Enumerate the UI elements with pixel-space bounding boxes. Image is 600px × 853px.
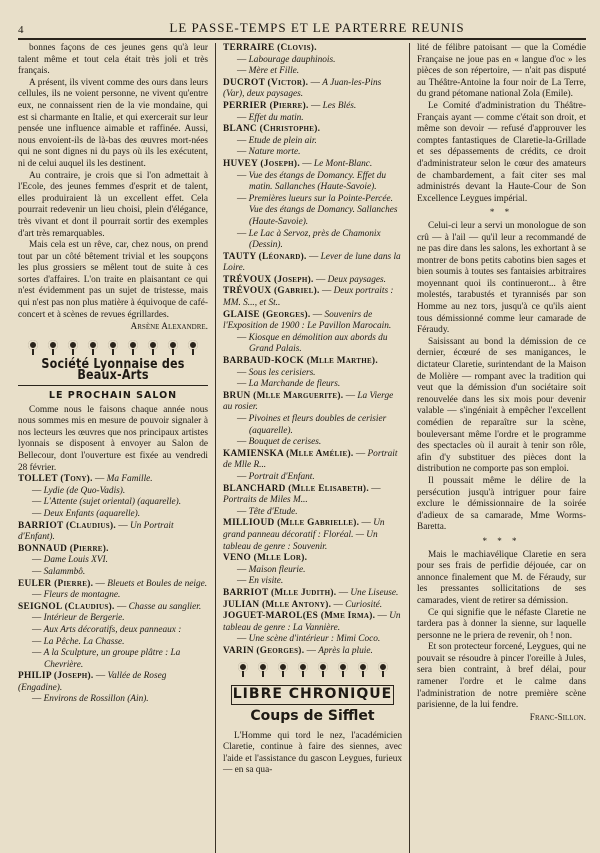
artist-entry (223, 78, 402, 101)
flower-ornament-icon (375, 661, 391, 677)
works-list (237, 113, 402, 125)
flower-ornament-icon (255, 661, 271, 677)
work-title: Portrait de Mlle R... (223, 448, 398, 471)
work-title: Souvenirs de l'Exposition de 1900 : Le Pavillon Marocain. (223, 309, 392, 332)
paragraph: lité de félibre patoisant — que la Comédie Française ne joue pas en « langue d'oc » les pièces de son répertoire, — n'ait pas disputé au Théâtre-Antoine la four noir de La Terre, du grand pétomane national Zola (Emile). (417, 43, 586, 100)
artist-list (18, 474, 208, 706)
work-title: — A la Sculpture, un groupe plâtre : La Chevrière. (32, 648, 208, 671)
artist-entry (18, 602, 208, 672)
artist-entry (18, 671, 208, 706)
artist-list (223, 43, 402, 657)
artist-name: PHILIP (Joseph). (18, 671, 94, 682)
work-title: Chasse au sanglier. (128, 601, 202, 612)
society-title: Société Lyonnaise des Beaux-Arts (41, 356, 185, 384)
dash-separator: — (331, 599, 346, 610)
dash-separator: — (368, 483, 381, 494)
flower-ornament-icon (275, 661, 291, 677)
flower-ornament-icon (235, 661, 251, 677)
dash-separator: — (343, 390, 358, 401)
artist-entry (18, 521, 208, 544)
flower-ornament-icon (85, 339, 101, 355)
work-title: — Etude de plein air. (237, 136, 402, 148)
artist-entry (223, 391, 402, 449)
dash-separator: — (308, 100, 323, 111)
work-title: — Fleurs de montagne. (32, 590, 208, 602)
flower-ornament-icon (125, 339, 141, 355)
artist-name: VARIN (Georges). (223, 645, 305, 656)
work-title: Vallée de Roseg (Engadine). (18, 671, 167, 693)
artist-name: BARRIOT (Mlle Judith). (223, 587, 337, 598)
work-title: A Juan-les-Pins (Var), deux paysages. (223, 77, 382, 100)
artist-name: BARRIOT (Claudius). (18, 520, 116, 531)
works-list (237, 414, 402, 449)
paragraph: Celui-ci leur a servi un monologue de son crû — à l'ail — qu'il leur a recommandé de ne pas dire dans les salons, les exhortant à se montrer de bons petits cabotins bien sages et bien soumis à toutes ses fantaisies arbitraires moyennant quoi ils continueront... à être molestés, tarabustés et tyrannisés par son Homme au nez tors, jusqu'à ce qu'ils aient tous démissionné comme leur camarade de Féraudy. (417, 220, 586, 336)
work-title: Portraits de Miles M... (223, 495, 308, 506)
works-list (237, 171, 402, 252)
page-header (18, 14, 586, 40)
work-title: — Mère et Fille. (237, 66, 402, 78)
artist-entry (223, 275, 402, 287)
works-list (237, 368, 402, 391)
artist-entry (223, 588, 402, 600)
work-title: — Nature morte. (237, 147, 402, 159)
dash-separator: — (116, 520, 130, 531)
artist-name: VENO (Mlle Lor). (223, 553, 308, 564)
artist-entry (223, 252, 402, 275)
artist-name: JULIAN (Mlle Antony). (223, 599, 332, 610)
work-title: — Vue des étangs de Domancy. Effet du matin. Sallanches (Haute-Savoie). (237, 171, 402, 194)
artist-entry (223, 600, 402, 612)
works-list (32, 613, 208, 671)
artist-name: TAUTY (Léonard). (223, 251, 307, 262)
article-text: L'Homme qui tord le nez, l'académicien Claretie, continue à faire des siennes, avec l'aide et l'assistance du gascon Leygues, furieux — en sa qua- (223, 730, 402, 776)
work-title: — Portrait d'Enfant. (237, 472, 402, 484)
article-title: Coups de Sifflet (250, 708, 375, 725)
author-signature: Arsène Alexandre. (130, 322, 208, 333)
works-list (32, 590, 208, 602)
dash-separator: — (310, 309, 325, 320)
work-title: Bleuets et Boules de neige. (107, 578, 208, 589)
middle-column (215, 43, 409, 853)
left-column (18, 43, 215, 853)
work-title: — Environs de Rossillon (Ain). (32, 694, 208, 706)
artist-name: BONNAUD (Pierre). (18, 543, 109, 554)
work-title: — Deux Enfants (aquarelle). (32, 509, 208, 521)
flower-ornament-icon (335, 661, 351, 677)
separator-stars: * * * (482, 535, 521, 546)
artist-entry (223, 310, 402, 356)
work-title: — La Marchande de fleurs. (237, 379, 402, 391)
work-title: — L'Attente (sujet oriental) (aquarelle). (32, 497, 208, 509)
flower-ornament-icon (165, 339, 181, 355)
work-title: — Sous les cerisiers. (237, 368, 402, 380)
paragraph: Le Comité d'administration du Théâtre-Français ayant — comme c'était son droit, et même son devoir — refusé d'approuver les comptes fantastiques de Claretie-la-Grillade et ses dépassements de crédits, ce droit d'administrateur selon le cœur des amateurs de chambardement, a fait citer ses mal administrés devant la Haute-Cour de Son Excellence Leygues impérial. (417, 100, 586, 204)
paragraph: Saisissant au bond la démission de ce dernier, écœuré de ses manigances, le dictateur Claretie, surintendant de la Maison de Molière — rompant avec la tradition qui veut que la démission d'un sociétaire soit renouvelée dans les six mois pour devenir valable — s'ingéniait à empêcher l'excellent comédien de reparaître sur la scène, bouleversant même l'ordre et le programme des spectacles où il aurait à tenir son rôle, afin d'y substituer des pièces dont la distribution ne comporte pas son emploi. (417, 336, 586, 475)
paragraph: bonnes façons de ces jeunes gens qu'à leur talent même et tout cela était très joli et très français. (18, 43, 208, 77)
work-title: — Intérieur de Bergerie. (32, 613, 208, 625)
work-title: — Aux Arts décoratifs, deux panneaux : (32, 625, 208, 637)
work-title: La Vierge au rosier. (223, 390, 394, 413)
works-list (237, 136, 402, 159)
artist-entry (223, 286, 402, 309)
work-title: — Premières lueurs sur la Pointe-Percée. Vue des étangs de Domancy. Sallanches (Haute-Savoie). (237, 194, 402, 229)
artist-entry (18, 579, 208, 602)
flower-ornament-icon (105, 339, 121, 355)
paragraph: Au contraire, je crois que si l'on admettait à l'Ecole, des jeunes femmes d'esprit et de talent, elles produiraient là un excellent effet. Cela pourrait redevenir un lieu choisi, plein d'élégance, très vivant et dont il pourrait sortir des exemples d'art très remarquables. (18, 170, 208, 239)
paragraph: Et son protecteur forcené, Leygues, qui ne pouvait se résoudre à pincer l'oreille à Jules, sera bien contraint, à bref délai, pour ramener l'ordre et le calme dans l'administration de notre première scène parisienne, de la lui fendre. (417, 642, 586, 711)
flower-ornament-icon (65, 339, 81, 355)
dash-separator: — (93, 578, 108, 589)
dash-separator: — (375, 611, 390, 622)
artist-entry (18, 544, 208, 579)
artist-name: TOLLET (Tony). (18, 474, 93, 485)
work-title: Deux paysages. (327, 274, 386, 285)
work-title: — Une scène d'intérieur : Mimi Coco. (237, 634, 402, 646)
dash-separator: — (308, 77, 323, 88)
section-heading: LE PROCHAIN SALON (48, 390, 178, 402)
work-title: Ma Famille. (106, 474, 153, 485)
artist-name: BARBAUD-KOCK (Mlle Marthe). (223, 356, 378, 367)
paragraph: Mais cela est un rêve, car, chez nous, on prend tout par un côté bêtement trivial et les soupçons les plus grossiers se mêlent tout de suite à ces sortes d'affaires. L'on traite en plaisantant ce qui n'est évidemment pas un sujet de tristesse, mais qui n'est pas non plus matière à équivoque de café-concert et à scènes de revues égrillardes. (18, 240, 208, 320)
works-list (237, 55, 402, 78)
artist-name: MILLIOUD (Mlle Gabrielle). (223, 518, 360, 529)
dash-separator: — (306, 251, 321, 262)
works-list (32, 555, 208, 578)
artist-entry (223, 518, 402, 553)
work-title: — Lydie (de Quo-Vadis). (32, 486, 208, 498)
work-title: — La Pêche. La Chasse. (32, 637, 208, 649)
artist-name: TERRAIRE (Clovis). (223, 43, 317, 53)
paragraph: Ce qui signifie que le néfaste Claretie ne tardera pas à donner la sienne, sur laquelle personne ne le priera de revenir, oh ! non. (417, 607, 586, 641)
work-title: — Tête d'Etude. (237, 507, 402, 519)
artist-entry (223, 101, 402, 124)
paragraph: A présent, ils vivent comme des ours dans leurs cellules, ils ne voient personne, ne vivent qu'entre eux, ne connaissent rien de la vie mondaine, qui est si charmante en Italie, et qui exercerait sur leur pensée une influence aimable et raffinée. Aussi, nous envoient-ils de là-bas des œuvres mort-nées qui ne sont dignes ni du pays où ils les exécutent, ni de celui auquel ils les destinent. (18, 77, 208, 169)
artist-name: PERRIER (Pierre). (223, 100, 309, 111)
artist-entry (223, 646, 402, 658)
artist-entry (223, 159, 402, 252)
work-title: Un tableau de genre : La Vannière. (223, 611, 401, 633)
artist-name: GLAISE (Georges). (223, 309, 311, 320)
page-number: 4 (18, 24, 24, 36)
work-title: Les Blés. (322, 100, 357, 111)
work-title: Curiosité. (345, 599, 383, 610)
artist-name: BRUN (Mlle Marguerite). (223, 390, 344, 401)
work-title: — Maison fleurie. (237, 565, 402, 577)
artist-entry (223, 553, 402, 588)
artist-name: JOGUET-MAROL(ES (Mme Irma). (223, 611, 376, 622)
work-title: — Effet du matin. (237, 113, 402, 125)
divider (18, 385, 208, 386)
artist-entry (223, 611, 402, 646)
artist-name: HUVEY (Joseph). (223, 158, 300, 169)
artist-name: BLANC (Christophe). (223, 124, 321, 135)
work-title: — Salammbô. (32, 567, 208, 579)
artist-name: TRÉVOUX (Gabriel). (223, 286, 320, 297)
dash-separator: — (336, 587, 351, 598)
work-title: Le Mont-Blanc. (313, 158, 373, 169)
work-title: Une Liseuse. (350, 587, 399, 598)
work-title: — En visite. (237, 576, 402, 588)
dash-separator: — (319, 286, 334, 297)
artist-name: KAMIENSKA (Mlle Amélie). (223, 448, 354, 459)
artist-entry (18, 474, 208, 520)
flower-ornament-icon (315, 661, 331, 677)
dash-separator: — (92, 474, 107, 485)
work-title: — Le Lac à Servoz, près de Chamonix (Dessin). (237, 229, 402, 252)
paragraph: Il poussait même le délire de la persécution jusqu'à intriguer pour faire exclure le démissionnaire de la soirée d'adieux de sa camarade, Mme Worms-Baretta. (417, 475, 586, 533)
work-title: — Dame Louis XVI. (32, 555, 208, 567)
author-signature: Franc-Sillon. (529, 712, 586, 723)
artist-entry (223, 43, 402, 78)
artist-entry (223, 356, 402, 391)
flower-ornament-icon (45, 339, 61, 355)
flower-ornament-icon (295, 661, 311, 677)
flower-ornament-icon (145, 339, 161, 355)
work-title: Lever de lune dans la Loire. (223, 251, 401, 274)
artist-name: BLANCHARD (Mlle Elisabeth). (223, 483, 369, 494)
separator-stars: * * (489, 207, 514, 218)
dash-separator: — (93, 671, 108, 682)
work-title: — Pivoines et fleurs doubles de cerisier (aquarelle). (237, 414, 402, 437)
running-title: LE PASSE-TEMPS ET LE PARTERRE REUNIS (169, 20, 465, 35)
works-list (32, 486, 208, 521)
works-list (237, 333, 402, 356)
artist-entry (223, 449, 402, 484)
flower-ornament-icon (25, 339, 41, 355)
artist-entry (223, 124, 402, 159)
dash-separator: — (313, 274, 328, 285)
ornament-band (18, 337, 208, 357)
dash-separator: — (304, 645, 319, 656)
artist-name: DUCROT (Victor). (223, 77, 309, 88)
artist-entry (223, 484, 402, 519)
dash-separator: — (353, 448, 368, 459)
salon-intro: Comme nous le faisons chaque année nous nous sommes mis en mesure de pouvoir signaler à nos lecteurs les œuvres que nos principaux artistes lyonnais se disposent à envoyer au Salon de Bellecour, dont l'ouverture est fixée au vendredi 28 février. (18, 404, 208, 473)
works-list (32, 694, 208, 706)
columns (18, 43, 586, 853)
works-list (237, 507, 402, 519)
dash-separator: — (114, 601, 129, 612)
work-title: Un grand panneau décoratif : Floréal. — Un tableau de genre : Souvenir. (223, 518, 385, 552)
dash-separator: — (359, 518, 374, 529)
work-title: Deux portraits : MM. S..., et St.. (223, 286, 394, 309)
work-title: Après la pluie. (318, 645, 373, 656)
chronique-title: LIBRE CHRONIQUE (231, 685, 394, 705)
right-column (409, 43, 586, 853)
flower-ornament-icon (185, 339, 201, 355)
works-list (237, 472, 402, 484)
dash-separator: — (299, 158, 314, 169)
work-title: — Bouquet de cerises. (237, 437, 402, 449)
flower-ornament-icon (355, 661, 371, 677)
work-title: Un Portrait d'Enfant). (18, 520, 174, 543)
paragraph: Mais le machiavélique Claretie en sera pour ses frais de perfidie déjouée, car on annonce finalement que M. de Féraudy, sur les pressantes sollicitations de ses camarades, vient de retirer sa démission. (417, 549, 586, 606)
artist-name: EULER (Pierre). (18, 578, 94, 589)
artist-name: TRÉVOUX (Joseph). (223, 274, 314, 285)
works-list (237, 634, 402, 646)
artist-name: SEIGNOL (Claudius). (18, 601, 115, 612)
work-title: — Labourage dauphinois. (237, 55, 402, 67)
work-title: — Kiosque en démolition aux abords du Grand Palais. (237, 333, 402, 356)
works-list (237, 565, 402, 588)
ornament-band (223, 659, 402, 679)
